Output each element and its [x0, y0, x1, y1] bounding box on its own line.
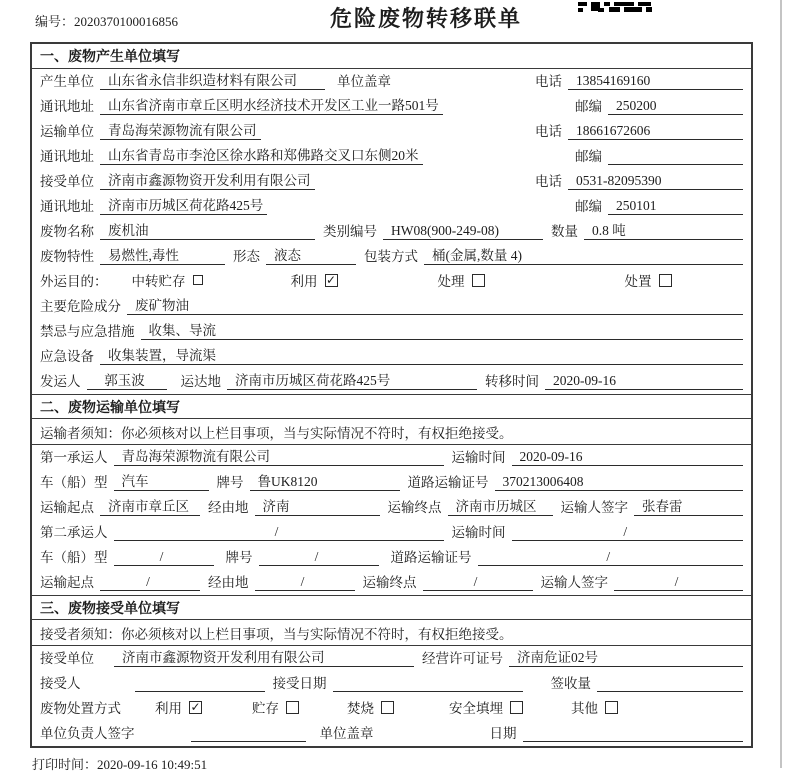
checkbox-landfill	[449, 697, 523, 717]
packaging-label: 包装方式	[364, 249, 418, 264]
seal-label: 单位盖章	[319, 726, 374, 741]
checkbox-treat	[438, 270, 485, 290]
via-label: 经由地	[208, 500, 249, 515]
accept-unit-field: 济南市鑫源物资开发利用有限公司	[114, 646, 414, 667]
receiver-address-field: 济南市历城区荷花路425号	[100, 194, 267, 215]
accept-unit-label: 接受单位	[40, 651, 94, 666]
waste-name-field: 废机油	[100, 219, 315, 240]
traits-field: 易燃性,毒性	[100, 244, 225, 265]
shipper-field: 郭玉波	[87, 369, 167, 390]
destination-label: 运达地	[180, 374, 221, 389]
origin-label: 运输起点	[40, 575, 94, 590]
producer-phone-field: 13854169160	[568, 73, 743, 90]
checkbox-label: 利用	[290, 274, 318, 289]
checkbox-label: 贮存	[252, 701, 279, 716]
checkbox-icon	[193, 275, 203, 285]
row-purpose	[32, 269, 751, 294]
terminus-label: 运输终点	[387, 500, 442, 515]
print-time	[32, 754, 796, 773]
phone-label: 电话	[535, 124, 562, 139]
section3-notice: 接受者须知：你必须核对以上栏目事项，当与实际情况不符时，有权拒绝接受。	[32, 620, 751, 646]
receiver-field: 济南市鑫源物资开发利用有限公司	[100, 169, 315, 190]
carrier-sign2-field: /	[614, 574, 743, 591]
section1-header: 一、废物产生单位填写	[32, 44, 751, 69]
origin2-field: /	[100, 574, 200, 591]
carrier-sign1-field: 张春雷	[634, 495, 743, 516]
row-route2	[32, 570, 751, 595]
packaging-field: 桶(金属,数量 4)	[424, 244, 743, 265]
document-header	[0, 0, 796, 42]
section3-header: 三、废物接受单位填写	[32, 595, 751, 620]
via1-field: 济南	[255, 495, 380, 516]
section2-header: 二、废物运输单位填写	[32, 394, 751, 419]
checkbox-icon	[472, 274, 485, 287]
doc-number	[35, 11, 178, 30]
row-carrier1	[32, 445, 751, 470]
checkbox-icon	[510, 701, 523, 714]
producer-field: 山东省永信非织造材料有限公司	[100, 69, 325, 90]
plate-label: 牌号	[216, 475, 244, 490]
accept-person-label: 接受人	[40, 676, 81, 691]
quantity-label: 数量	[551, 224, 578, 239]
vehicle1-field: 汽车	[114, 470, 209, 491]
row-taboo	[32, 319, 751, 344]
phone-label: 电话	[535, 74, 562, 89]
purpose-label: 外运目的：	[40, 274, 108, 289]
manager-sign-label: 单位负责人签字	[40, 726, 135, 741]
checkbox-dispose	[625, 270, 672, 290]
row-disposal	[32, 696, 751, 721]
transporter-label: 运输单位	[40, 124, 94, 139]
shipper-label: 发运人	[40, 374, 81, 389]
doc-number-label: 编号：	[35, 14, 75, 29]
checkbox-incinerate	[347, 697, 394, 717]
plate-label: 牌号	[225, 550, 253, 565]
license-label: 经营许可证号	[422, 651, 503, 666]
producer-address-field: 山东省济南市章丘区明水经济技术开发区工业一路501号	[100, 94, 443, 115]
accept-date-field	[333, 675, 523, 692]
row-accept-unit	[32, 646, 751, 671]
license-field: 济南危证02号	[509, 646, 743, 667]
row-carrier2	[32, 520, 751, 545]
plate2-field: /	[259, 549, 379, 566]
form-field: 液态	[266, 244, 356, 265]
checkbox-label: 其他	[571, 701, 598, 716]
accept-person-field	[135, 675, 265, 692]
seal-label: 单位盖章	[337, 74, 391, 89]
page-title: 危险废物转移联单	[330, 6, 523, 31]
origin-label: 运输起点	[40, 500, 94, 515]
transporter-field: 青岛海荣源物流有限公司	[100, 119, 261, 140]
checkbox-icon	[381, 701, 394, 714]
producer-zip-field: 250200	[608, 98, 743, 115]
date-label: 日期	[489, 726, 517, 741]
row-equipment	[32, 344, 751, 369]
row-shipper	[32, 369, 751, 394]
carrier-sign-label: 运输人签字	[560, 500, 628, 515]
row-accept-person	[32, 671, 751, 696]
quantity-field: 0.8 吨	[584, 219, 743, 240]
checkbox-label: 中转贮存	[131, 274, 186, 289]
hazard-label: 主要危险成分	[40, 299, 121, 314]
row-receiver	[32, 169, 751, 194]
manager-sign-field	[191, 725, 306, 742]
checkbox-checked-icon: ✓	[190, 700, 201, 714]
checkbox-label: 处理	[437, 274, 465, 289]
manifest-form	[30, 42, 753, 748]
disposal-label: 废物处置方式	[40, 701, 121, 716]
row-producer	[32, 69, 751, 94]
checkbox-checked-icon: ✓	[325, 273, 337, 287]
row-manager-sign	[32, 721, 751, 746]
form-label: 形态	[233, 249, 260, 264]
carrier1-field: 青岛海荣源物流有限公司	[114, 445, 444, 466]
row-producer-address	[32, 94, 751, 119]
checkbox-icon	[605, 701, 618, 714]
address-label: 通讯地址	[40, 99, 94, 114]
row-vehicle2	[32, 545, 751, 570]
accept-date-label: 接受日期	[272, 676, 327, 691]
checkbox-icon	[659, 274, 672, 287]
row-vehicle1	[32, 470, 751, 495]
address-label: 通讯地址	[40, 149, 94, 164]
row-waste-name	[32, 219, 751, 244]
category-field: HW08(900-249-08)	[383, 223, 543, 240]
checkbox-transfer-storage	[132, 270, 203, 290]
origin1-field: 济南市章丘区	[100, 495, 200, 516]
road-permit1-field: 370213006408	[495, 474, 744, 491]
road-permit-label: 道路运输证号	[407, 475, 489, 490]
road-permit2-field: /	[478, 549, 744, 566]
receiver-phone-field: 0531-82095390	[568, 173, 743, 190]
transporter-zip-field	[608, 148, 743, 165]
checkbox-label: 焚烧	[347, 701, 374, 716]
checkbox-label: 处置	[624, 274, 652, 289]
row-transporter	[32, 119, 751, 144]
traits-label: 废物特性	[40, 249, 94, 264]
doc-number-value: 2020370100016856	[74, 14, 179, 29]
transporter-phone-field: 18661672606	[568, 123, 743, 140]
carrier2-label: 第二承运人	[40, 525, 108, 540]
checkbox-utilize	[155, 697, 202, 717]
plate1-field: 鲁UK8120	[250, 470, 400, 491]
row-waste-traits	[32, 244, 751, 269]
equipment-field: 收集装置，导流渠	[100, 344, 743, 365]
transporter-address-field: 山东省青岛市李沧区徐水路和郑佛路交叉口东侧20米	[100, 144, 423, 165]
transfer-time-field: 2020-09-16	[545, 373, 743, 390]
receiver-zip-field: 250101	[608, 198, 743, 215]
amount-field	[597, 675, 743, 692]
checkbox-utilize	[291, 270, 338, 290]
vehicle-label: 车（船）型	[40, 475, 108, 490]
terminus-label: 运输终点	[362, 575, 417, 590]
checkbox-store	[252, 697, 299, 717]
zip-label: 邮编	[575, 149, 602, 164]
vehicle-label: 车（船）型	[40, 550, 108, 565]
qr-code-fragment-icon	[578, 0, 652, 16]
print-time-value: 2020-09-16 10:49:51	[97, 757, 208, 772]
taboo-field: 收集、导流	[141, 319, 744, 340]
carrier1-label: 第一承运人	[40, 450, 108, 465]
receiver-label: 接受单位	[40, 174, 94, 189]
transport-time-label: 运输时间	[451, 450, 506, 465]
page-edge-line	[780, 0, 782, 768]
print-time-label: 打印时间：	[32, 757, 98, 772]
taboo-label: 禁忌与应急措施	[40, 324, 135, 339]
road-permit-label: 道路运输证号	[390, 550, 472, 565]
destination-field: 济南市历城区荷花路425号	[227, 369, 477, 390]
carrier2-field: /	[114, 524, 444, 541]
terminus2-field: /	[423, 574, 533, 591]
phone-label: 电话	[535, 174, 562, 189]
vehicle2-field: /	[114, 549, 214, 566]
hazard-field: 废矿物油	[127, 294, 743, 315]
row-receiver-address	[32, 194, 751, 219]
transport-time1-field: 2020-09-16	[512, 449, 744, 466]
checkbox-icon	[286, 701, 299, 714]
waste-name-label: 废物名称	[40, 224, 94, 239]
category-label: 类别编号	[323, 224, 377, 239]
zip-label: 邮编	[575, 99, 602, 114]
zip-label: 邮编	[575, 199, 602, 214]
checkbox-other	[571, 697, 618, 717]
checkbox-label: 利用	[155, 701, 182, 716]
row-hazard	[32, 294, 751, 319]
transport-time2-field: /	[512, 524, 744, 541]
transfer-time-label: 转移时间	[485, 374, 539, 389]
address-label: 通讯地址	[40, 199, 94, 214]
sign-date-field	[523, 725, 744, 742]
equipment-label: 应急设备	[40, 349, 94, 364]
carrier-sign-label: 运输人签字	[540, 575, 608, 590]
row-route1	[32, 495, 751, 520]
via2-field: /	[255, 574, 355, 591]
transport-time-label: 运输时间	[451, 525, 506, 540]
amount-label: 签收量	[550, 676, 591, 691]
producer-label: 产生单位	[40, 74, 94, 89]
via-label: 经由地	[208, 575, 249, 590]
row-transporter-address	[32, 144, 751, 169]
checkbox-label: 安全填埋	[449, 701, 503, 716]
section2-notice: 运输者须知：你必须核对以上栏目事项，当与实际情况不符时，有权拒绝接受。	[32, 419, 751, 445]
terminus1-field: 济南市历城区	[448, 495, 553, 516]
